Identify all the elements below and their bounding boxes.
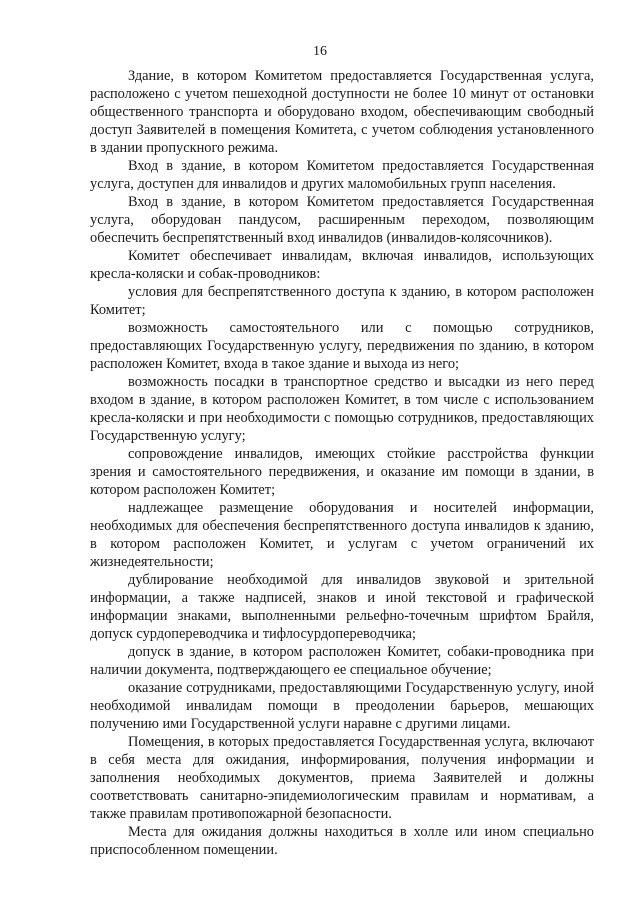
paragraph: Комитет обеспечивает инвалидам, включая инвалидов, использующих кресла-коляски и собак-проводников: (90, 248, 594, 282)
page-number: 16 (313, 44, 327, 59)
list-item: оказание сотрудниками, предоставляющими Государственную услугу, иной необходимой инвалидам помощи в преодолении барьеров, мешающих получению ими Государственной услуги наравне с другими лицами. (90, 680, 594, 732)
paragraph: Помещения, в которых предоставляется Государственная услуга, включают в себя места для ожидания, информирования, получения информации и заполнения необходимых документов, приема Заявителей и должны соответствовать санитарно-эпидемиологическим правилам и нормативам, а также правилам противопожарной безопасности. (90, 734, 594, 822)
list-item: сопровождение инвалидов, имеющих стойкие расстройства функции зрения и самостоятельного передвижения, и оказание им помощи в здании, в котором расположен Комитет; (90, 446, 594, 498)
document-body (90, 67, 594, 859)
paragraph: Здание, в котором Комитетом предоставляется Государственная услуга, расположено с учетом пешеходной доступности не более 10 минут от остановки общественного транспорта и оборудовано входом, обеспечивающим свободный доступ Заявителей в помещения Комитета, с учетом соблюдения установленного в здании пропускного режима. (90, 68, 594, 156)
list-item: дублирование необходимой для инвалидов звуковой и зрительной информации, а также надписей, знаков и иной текстовой и графической информации знаками, выполненными рельефно-точечным шрифтом Брайля, допуск сурдопереводчика и тифлосурдопереводчика; (90, 572, 594, 642)
list-item: условия для беспрепятственного доступа к зданию, в котором расположен Комитет; (90, 284, 594, 318)
list-item: возможность самостоятельного или с помощью сотрудников, предоставляющих Государственную услугу, передвижения по зданию, в котором расположен Комитет, входа в такое здание и выхода из него; (90, 320, 594, 372)
list-item: возможность посадки в транспортное средство и высадки из него перед входом в здание, в котором расположен Комитет, в том числе с использованием кресла-коляски и при необходимости с помощью сотрудников, предоставляющих Государственную услугу; (90, 374, 594, 444)
paragraph: Вход в здание, в котором Комитетом предоставляется Государственная услуга, оборудован пандусом, расширенным переходом, позволяющим обеспечить беспрепятственный вход инвалидов (инвалидов-колясочников). (90, 194, 594, 246)
paragraph: Места для ожидания должны находиться в холле или ином специально приспособленном помещении. (90, 824, 594, 858)
list-item: надлежащее размещение оборудования и носителей информации, необходимых для обеспечения беспрепятственного доступа инвалидов к зданию, в котором расположен Комитет, и услугам с учетом ограничений их жизнедеятельности; (90, 500, 594, 570)
paragraph: Вход в здание, в котором Комитетом предоставляется Государственная услуга, доступен для инвалидов и других маломобильных групп населения. (90, 158, 594, 192)
list-item: допуск в здание, в котором расположен Комитет, собаки-проводника при наличии документа, подтверждающего ее специальное обучение; (90, 644, 594, 678)
